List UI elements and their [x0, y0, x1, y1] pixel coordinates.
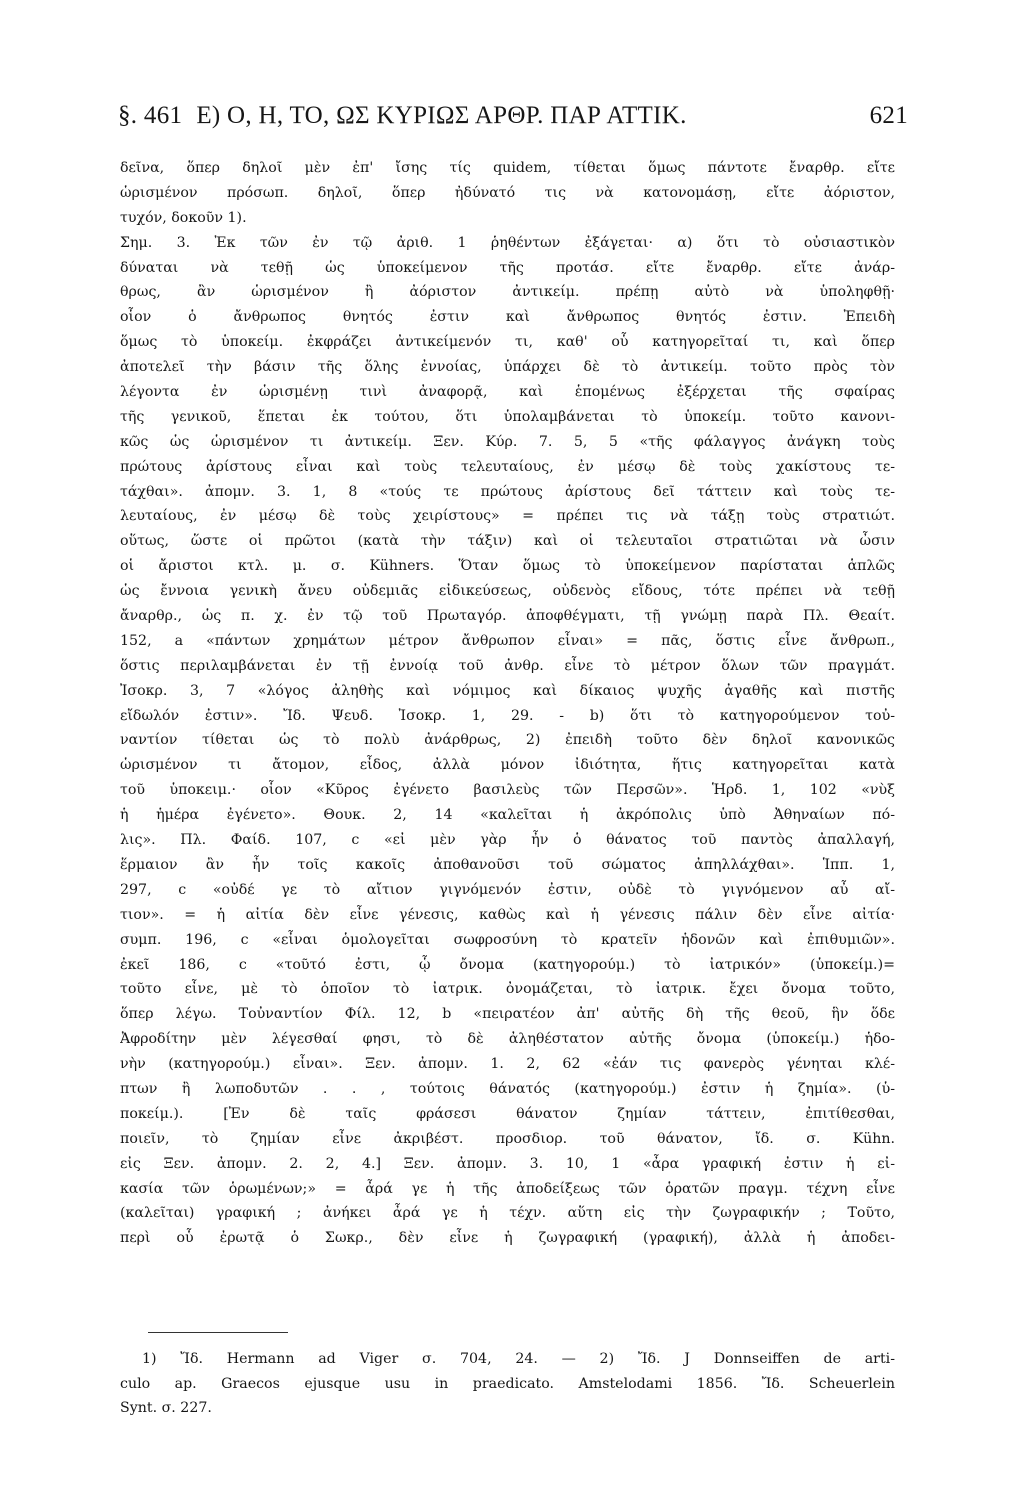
text-line: ποκείμ.). [Ἐν δὲ ταῖς φράσεσι θάνατον ζημίαν τάττειν, ἐπιτίθεσθαι,	[120, 1105, 895, 1122]
text-line: τῆς γενικοῦ, ἕπεται ἐκ τούτου, ὅτι ὑπολαμβάνεται τὸ ὑποκείμ. τοῦτο κανονι-	[120, 408, 895, 425]
text-line: οἱ ἄριστοι κτλ. μ. σ. Kühners. Ὅταν ὅμως τὸ ὑποκείμενον παρίσταται ἁπλῶς	[120, 558, 895, 575]
text-line: οἷον ὁ ἄνθρωπος θνητός ἐστιν καὶ ἄνθρωπος θνητός ἐστιν. Ἐπειδὴ	[120, 309, 895, 326]
text-line: συμπ. 196, c «εἶναι ὁμολογεῖται σωφροσύνη τὸ κρατεῖν ἡδονῶν καὶ ἐπιθυμιῶν».	[120, 931, 895, 948]
footnote-line: culo ap. Graecos ejusque usu in praedicato. Amstelodami 1856. Ἴδ. Scheuerlein	[120, 1375, 895, 1392]
text-line: τυχόν, δοκοῦν 1).	[120, 209, 247, 226]
text-line: 152, a «πάντων χρημάτων μέτρον ἄνθρωπον εἶναι» = πᾶς, ὅστις εἶνε ἄνθρωπ.,	[120, 632, 895, 649]
text-line: λις». Πλ. Φαίδ. 107, c «εἰ μὲν γὰρ ἦν ὁ θάνατος τοῦ παντὸς ἀπαλλαγή,	[120, 832, 895, 849]
text-line: τοῦ ὑποκειμ.· οἷον «Κῦρος ἐγένετο βασιλεὺς τῶν Περσῶν». Ἡρδ. 1, 102 «νὺξ	[120, 782, 895, 799]
page-number: 621	[869, 102, 908, 129]
text-line: ἡ ἡμέρα ἐγένετο». Θουκ. 2, 14 «καλεῖται ἡ ἀκρόπολις ὑπὸ Ἀθηναίων πό-	[120, 807, 895, 824]
text-line: ἕρμαιον ἂν ἦν τοῖς κακοῖς ἀποθανοῦσι τοῦ σώματος ἀπηλλάχθαι». Ἱππ. 1,	[120, 856, 895, 873]
text-line: 297, c «οὐδέ γε τὸ αἴτιον γιγνόμενόν ἐστιν, οὐδὲ τὸ γιγνόμενον αὖ αἴ-	[120, 881, 895, 898]
text-line: ὡς ἔννοια γενικὴ ἄνευ οὐδεμιᾶς εἰδικεύσεως, οὐδενὸς εἴδους, τότε πρέπει νὰ τεθῇ	[120, 583, 895, 600]
text-line: Ἀφροδίτην μὲν λέγεσθαί φησι, τὸ δὲ ἀληθέστατον αὐτῆς ὄνομα (ὑποκείμ.) ἡδο-	[120, 1031, 895, 1048]
text-line: λευταίους, ἐν μέσῳ δὲ τοὺς χειρίστους» = πρέπει τις νὰ τάξῃ τοὺς στρατιώτ.	[120, 508, 895, 525]
text-line: ὡρισμένον πρόσωπ. δηλοῖ, ὅπερ ἠδύνατό τις νὰ κατονομάσῃ, εἴτε ἀόριστον,	[120, 184, 895, 201]
footnote-separator	[148, 1332, 288, 1333]
text-line: τοῦτο εἶνε, μὲ τὸ ὁποῖον τὸ ἰατρικ. ὀνομάζεται, τὸ ἰατρικ. ἔχει ὄνομα τοῦτο,	[120, 981, 895, 998]
text-line: ποιεῖν, τὸ ζημίαν εἶνε ἀκριβέστ. προσδιορ. τοῦ θάνατον, ἴδ. σ. Kühn.	[120, 1130, 895, 1147]
running-title: Ε) Ο, Η, ΤΟ, ΩΣ ΚΥΡΙΩΣ ΑΡΘΡ. ΠΑΡ ΑΤΤΙΚ.	[196, 102, 687, 129]
text-line: ὅπερ λέγω. Τοὐναντίον Φίλ. 12, b «πειρατέον ἀπ' αὐτῆς δὴ τῆς θεοῦ, ἣν ὅδε	[120, 1006, 895, 1023]
text-line: εἴδωλόν ἐστιν». Ἴδ. Ψευδ. Ἰσοκρ. 1, 29. - b) ὅτι τὸ κατηγορούμενον τοὐ-	[120, 707, 895, 724]
footnote-line: 1) Ἴδ. Hermann ad Viger σ. 704, 24. — 2) Ἴδ. J Donnseiffen de arti-	[142, 1351, 895, 1367]
text-line: (καλεῖται) γραφική ; ἀνήκει ἆρά γε ἡ τέχν. αὕτη εἰς τὴν ζωγραφικήν ; Τοῦτο,	[120, 1205, 895, 1222]
text-line: κασία τῶν ὁρωμένων;» = ἆρά γε ἡ τῆς ἀποδείξεως τῶν ὁρατῶν πραγμ. τέχνη εἶνε	[120, 1180, 895, 1197]
text-line: ὅστις περιλαμβάνεται ἐν τῇ ἐννοίᾳ τοῦ ἀνθρ. εἶνε τὸ μέτρον ὅλων τῶν πραγμάτ.	[120, 657, 895, 674]
text-line: νὴν (κατηγορούμ.) εἶναι». Ξεν. ἀπομν. 1. 2, 62 «ἐάν τις φανερὸς γένηται κλέ-	[120, 1056, 895, 1073]
header-left	[118, 102, 687, 130]
text-line: πρώτους ἀρίστους εἶναι καὶ τοὺς τελευταίους, ἐν μέσῳ δὲ τοὺς χακίστους τε-	[120, 458, 895, 475]
text-line: δύναται νὰ τεθῇ ὡς ὑποκείμενον τῆς προτάσ. εἴτε ἔναρθρ. εἴτε ἀνάρ-	[120, 259, 895, 276]
running-header	[118, 102, 908, 142]
text-line: ὡρισμένον τι ἄτομον, εἶδος, ἀλλὰ μόνον ἰδιότητα, ἥτις κατηγορεῖται κατὰ	[120, 757, 895, 774]
text-line: ἄναρθρ., ὡς π. χ. ἐν τῷ τοῦ Πρωταγόρ. ἀποφθέγματι, τῇ γνώμῃ παρὰ Πλ. Θεαίτ.	[120, 608, 895, 625]
footnotes-block	[120, 1347, 895, 1421]
text-line: ἐκεῖ 186, c «τοῦτό ἐστι, ᾧ ὄνομα (κατηγορούμ.) τὸ ἰατρικόν» (ὑποκείμ.)=	[120, 956, 895, 973]
text-line: δεῖνα, ὅπερ δηλοῖ μὲν ἐπ' ἴσης τίς quidem, τίθεται ὅμως πάντοτε ἔναρθρ. εἴτε	[120, 160, 895, 176]
text-line: Σημ. 3. Ἐκ τῶν ἐν τῷ ἀριθ. 1 ῥηθέντων ἐξάγεται· α) ὅτι τὸ οὐσιαστικὸν	[120, 234, 895, 251]
text-line: περὶ οὗ ἐρωτᾷ ὁ Σωκρ., δὲν εἶνε ἡ ζωγραφική (γραφική), ἀλλὰ ἡ ἀποδει-	[120, 1230, 895, 1247]
text-line: τιον». = ἡ αἰτία δὲν εἶνε γένεσις, καθὼς καὶ ἡ γένεσις πάλιν δὲν εἶνε αἰτία·	[120, 906, 895, 923]
text-line: Ἰσοκρ. 3, 7 «λόγος ἀληθὴς καὶ νόμιμος καὶ δίκαιος ψυχῆς ἀγαθῆς καὶ πιστῆς	[120, 682, 895, 699]
text-line: λέγοντα ἐν ὡρισμένῃ τινὶ ἀναφορᾷ, καὶ ἑπομένως ἐξέρχεται τῆς σφαίρας	[120, 384, 895, 401]
text-line: κῶς ὡς ὡρισμένον τι ἀντικείμ. Ξεν. Κύρ. 7. 5, 5 «τῆς φάλαγγος ἀνάγκη τοὺς	[120, 433, 895, 450]
text-line: πτων ἢ λωποδυτῶν . . , τούτοις θάνατός (κατηγορούμ.) ἐστιν ἡ ζημία». (ὑ-	[120, 1080, 895, 1097]
text-line: οὕτως, ὥστε οἱ πρῶτοι (κατὰ τὴν τάξιν) καὶ οἱ τελευταῖοι στρατιῶται νὰ ὦσιν	[120, 533, 895, 550]
text-line: ἀποτελεῖ τὴν βάσιν τῆς ὅλης ἐννοίας, ὑπάρχει δὲ τὸ ἀντικείμ. τοῦτο πρὸς τὸν	[120, 359, 895, 376]
section-number: §. 461	[118, 102, 183, 129]
text-line: θρως, ἂν ὡρισμένον ἢ ἀόριστον ἀντικείμ. πρέπῃ αὐτὸ νὰ ὑποληφθῇ·	[120, 284, 895, 301]
text-line: ὅμως τὸ ὑποκείμ. ἐκφράζει ἀντικείμενόν τι, καθ' οὗ κατηγορεῖταί τι, καὶ ὅπερ	[120, 334, 895, 351]
main-text-block	[120, 156, 895, 1251]
text-line: εἰς Ξεν. ἀπομν. 2. 2, 4.] Ξεν. ἀπομν. 3. 10, 1 «ἆρα γραφική ἐστιν ἡ εἰ-	[120, 1155, 895, 1172]
footnote-line: Synt. σ. 227.	[120, 1400, 212, 1416]
text-line: τάχθαι». ἀπομν. 3. 1, 8 «τούς τε πρώτους ἀρίστους δεῖ τάττειν καὶ τοὺς τε-	[120, 483, 895, 500]
text-line: ναντίον τίθεται ὡς τὸ πολὺ ἀνάρθρως, 2) ἐπειδὴ τοῦτο δὲν δηλοῖ κανονικῶς	[120, 732, 895, 749]
